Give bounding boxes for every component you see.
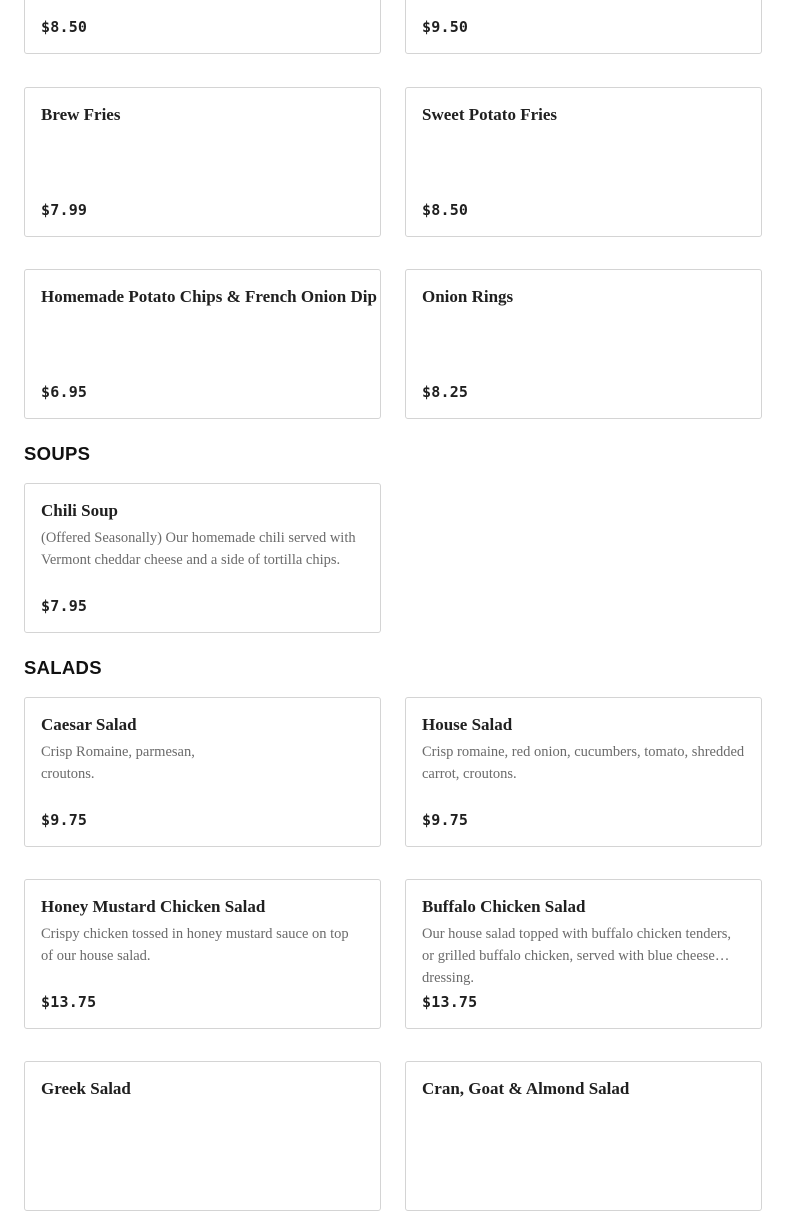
menu-item-card[interactable] (405, 879, 762, 1029)
item-description: Crisp Romaine, parmesan, croutons. (41, 744, 195, 782)
item-name: Buffalo Chicken Salad (422, 897, 586, 916)
item-name: House Salad (422, 715, 513, 734)
item-price: $7.99 (41, 201, 88, 219)
item-price: $7.95 (41, 597, 88, 615)
menu-item-card[interactable] (405, 87, 762, 237)
item-name: Chili Soup (41, 501, 119, 520)
item-price: $6.95 (41, 383, 88, 401)
item-price: $13.75 (422, 993, 478, 1011)
item-price: $8.50 (422, 201, 469, 219)
item-description: Our house salad topped with buffalo chicken tenders, or grilled buffalo chicken, served with blue cheese dressing. (422, 926, 731, 986)
item-price: $9.75 (41, 811, 88, 829)
menu-item-card[interactable] (405, 269, 762, 419)
item-name: Homemade Potato Chips & French Onion Dip (41, 287, 377, 306)
item-name: Caesar Salad (41, 715, 137, 734)
menu-item-card[interactable] (24, 269, 381, 419)
item-description: (Offered Seasonally) Our homemade chili served with Vermont cheddar cheese and a side of tortilla chips. (41, 530, 356, 568)
item-description: Crispy chicken tossed in honey mustard sauce on top of our house salad. (41, 926, 349, 964)
item-description: Crisp romaine, red onion, cucumbers, tomato, shredded carrot, croutons. (422, 744, 745, 782)
item-name: Cran, Goat & Almond Salad (422, 1079, 630, 1098)
section-title-salads: SALADS (24, 657, 102, 678)
menu-item-card[interactable] (405, 697, 762, 847)
menu-item-card[interactable] (24, 0, 381, 54)
item-name: Honey Mustard Chicken Salad (41, 897, 266, 916)
menu-item-card[interactable] (405, 1061, 762, 1211)
menu-item-card[interactable] (24, 483, 381, 633)
section-title-soups: SOUPS (24, 443, 91, 464)
item-price: $8.50 (41, 18, 88, 36)
menu-item-card[interactable] (405, 0, 762, 54)
item-price: $9.50 (422, 18, 469, 36)
menu-item-card[interactable] (24, 697, 381, 847)
menu-item-card[interactable] (24, 87, 381, 237)
item-name: Onion Rings (422, 287, 514, 306)
item-name: Sweet Potato Fries (422, 105, 558, 124)
item-name: Brew Fries (41, 105, 121, 124)
menu-item-card[interactable] (24, 1061, 381, 1211)
item-price: $13.75 (41, 993, 97, 1011)
item-price: $9.75 (422, 811, 469, 829)
item-name: Greek Salad (41, 1079, 131, 1098)
menu-item-card[interactable] (24, 879, 381, 1029)
item-price: $8.25 (422, 383, 469, 401)
